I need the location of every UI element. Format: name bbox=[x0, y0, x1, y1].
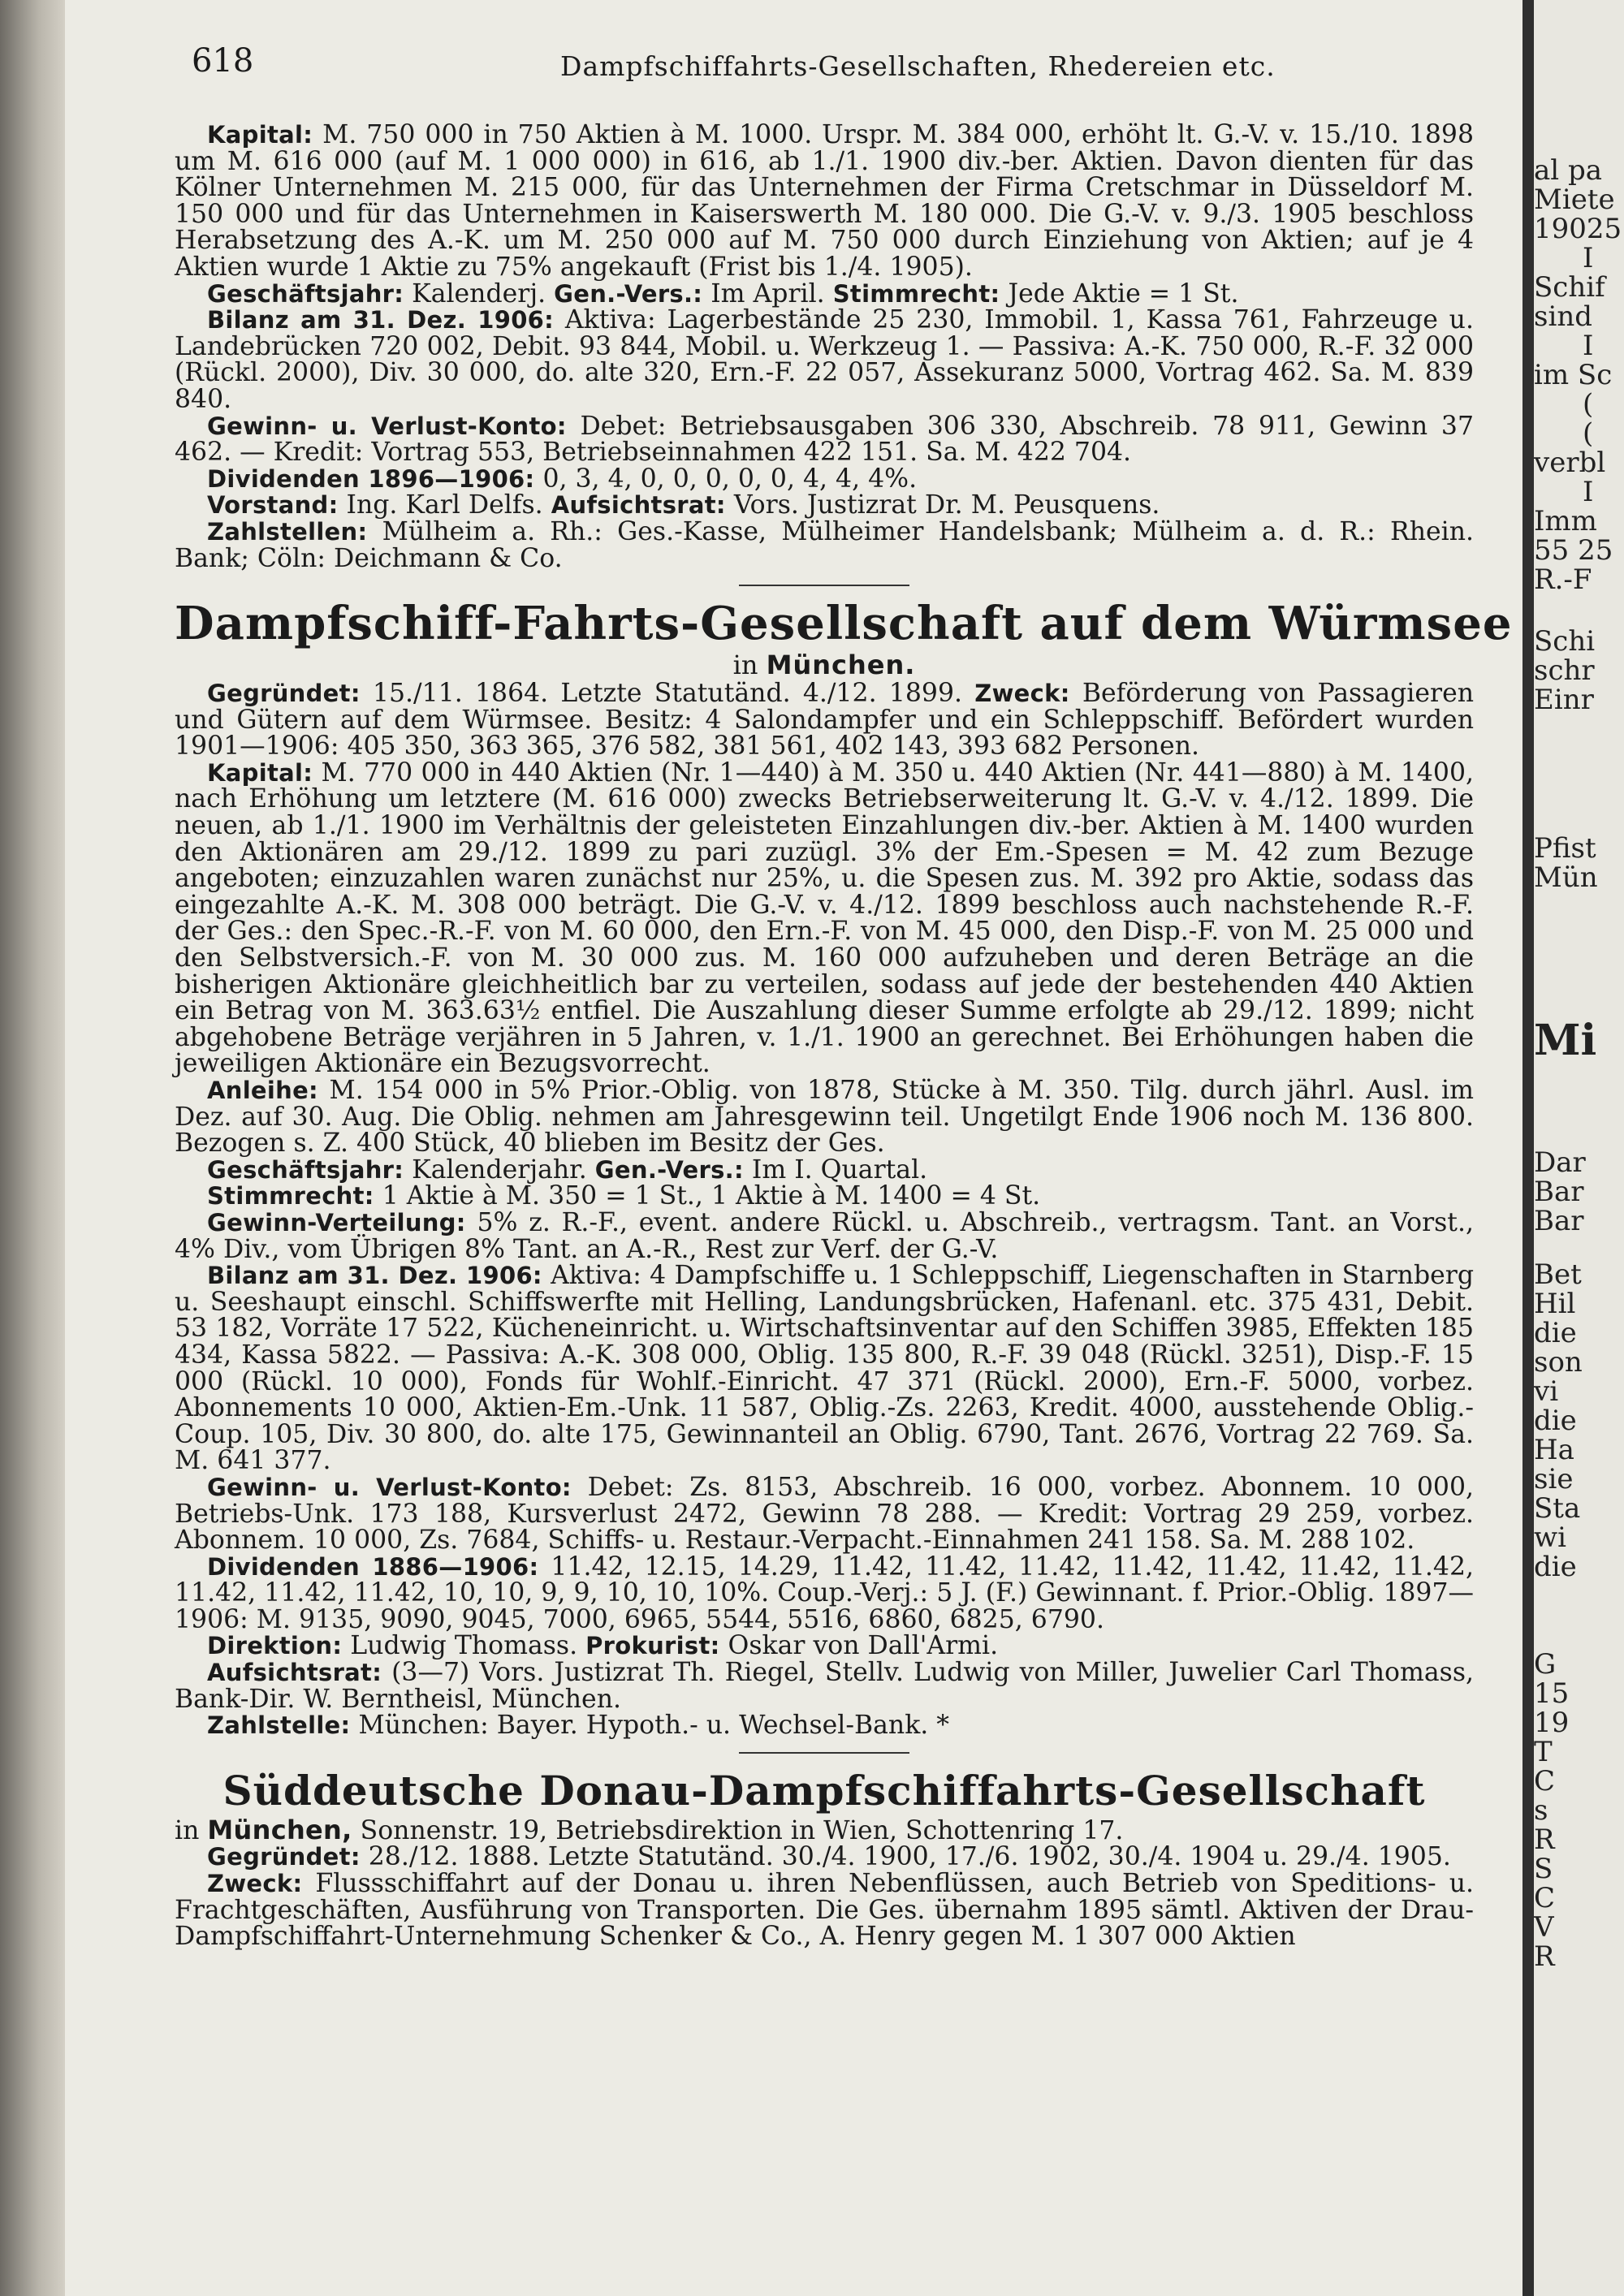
company-location bbox=[175, 650, 1474, 680]
field-text: 11.42, 12.15, 14.29, 11.42, 11.42, 11.42, 11.42, 11.42, 11.42, 11.42, 11.42, 11.42, 11.42, 10, 10, 9, 9, 10, 10, 10%. Coup.-Verj.: 5 J. (F.) Gewinnant. f. Prior.-Oblig. 1897—1906: M. 9135, 9090, 9045, 7000, 6965, 5544, 5516, 6860, 6825, 6790. bbox=[175, 1552, 1475, 1634]
company-title: Dampfschiff-Fahrts-Gesellschaft auf dem Würmsee bbox=[175, 597, 1513, 651]
kapital-paragraph bbox=[175, 757, 1474, 1079]
field-label: Gen.-Vers.: bbox=[594, 1155, 744, 1184]
right-fragment: Bet bbox=[1534, 1258, 1582, 1291]
right-fragment: R bbox=[1534, 1940, 1555, 1973]
field-text: (3—7) Vors. Justizrat Th. Riegel, Stellv. Ludwig von Miller, Juwelier Carl Thomass, Bank-Dir. W. Berntheisl, München. bbox=[175, 1658, 1474, 1714]
field-text: Aktiva: Lagerbestände 25 230, Immobil. 1, Kassa 761, Fahrzeuge u. Landebrücken 720 002, Debit. 93 844, Mobil. u. Werkzeug 1. — Passiva: A.-K. 750 000, R.-F. 32 000 (Rückl. 2000), Div. 30 000, do. alte 320, Ern.-F. 22 057, Assekuranz 5000, Vortrag 462. Sa. M. 839 840. bbox=[175, 305, 1474, 414]
right-fragment: I bbox=[1583, 476, 1594, 508]
field-text: Ludwig Thomass. bbox=[350, 1631, 578, 1661]
right-fragment: Bar bbox=[1534, 1176, 1584, 1208]
field-text: M. 154 000 in 5% Prior.-Oblig. von 1878, Stücke à M. 350. Tilg. durch jährl. Ausl. im Dez. auf 30. Aug. Die Oblig. nehmen am Jahresgewinn teil. Ungetilgt Ende 1906 noch M. 136 800. Bezogen s. Z. 400 Stück, 40 blieben im Besitz der Ges. bbox=[175, 1076, 1475, 1159]
right-fragment: Ha bbox=[1534, 1434, 1574, 1466]
location-city: München. bbox=[766, 650, 916, 681]
right-fragment: 19 bbox=[1534, 1707, 1570, 1739]
right-fragment: R.-F bbox=[1534, 563, 1592, 596]
field-label: Dividenden 1886—1906: bbox=[207, 1552, 539, 1581]
right-fragment: son bbox=[1534, 1346, 1583, 1379]
gegruendet-paragraph bbox=[175, 680, 1474, 760]
gewinnverteilung-paragraph bbox=[175, 1207, 1474, 1264]
field-label: Prokurist: bbox=[585, 1632, 720, 1660]
field-label: Vorstand: bbox=[207, 491, 339, 520]
gewinn-verlust-paragraph bbox=[175, 1474, 1474, 1554]
field-text: München: Bayer. Hypoth.- u. Wechsel-Bank. * bbox=[358, 1711, 950, 1741]
right-fragment: V bbox=[1534, 1911, 1554, 1944]
location-prefix: in bbox=[175, 1815, 200, 1845]
gegruendet-paragraph bbox=[175, 1844, 1474, 1871]
right-fragment: Mün bbox=[1534, 861, 1598, 894]
geschaeftsjahr-paragraph bbox=[175, 278, 1474, 309]
right-fragment-heading: Mi bbox=[1534, 1016, 1597, 1065]
field-text: Flussschiffahrt auf der Donau u. ihren Nebenflüssen, auch Betrieb von Speditions- u. Frachtgeschäften, Ausführung von Transporten. Die Ges. übernahm 1895 sämtl. Aktiven der Drau-Dampfschiffahrt-Unternehmung Schenker & Co., A. Henry gegen M. 1 307 000 Aktien bbox=[175, 1869, 1474, 1952]
field-text: Kalenderj. bbox=[412, 278, 546, 309]
field-text: Kalenderjahr. bbox=[412, 1154, 587, 1185]
field-text: M. 770 000 in 440 Aktien (Nr. 1—440) à M. 350 u. 440 Aktien (Nr. 441—880) à M. 1400, nach Erhöhung um letztere (M. 616 000) zwecks Betriebserweiterung lt. G.-V. v. 4./12. 1899. Die neuen, ab 1./1. 1900 im Verhältnis der geleisteten Einzahlungen div.-ber. Aktien à M. 1400 wurden den Aktionären am 29./12. 1899 zu pari zuzügl. 3% der Em.-Spesen = M. 42 zum Bezuge angeboten; einzuzahlen waren zunächst nur 25%, u. die Spesen zus. M. 392 pro Aktie, sodass das eingezahlte A.-K. M. 308 000 beträgt. Die G.-V. v. 4./12. 1899 beschloss auch nachstehende R.-F. der Ges.: den Spec.-R.-F. von M. 60 000, den Ern.-F. von M. 45 000, den Disp.-F. von M. 25 000 und den Selbstversich.-F. von M. 30 000 zus. M. 160 000 aufzuheben und deren Beträge an die bisherigen Aktionäre gleichheitlich bar zu verteilen, sodass auf jede der bestehenden 440 Aktien ein Betrag von M. 363.63½ entfiel. Die Auszahlung dieser Summe erfolgte ab 29./12. 1899; nicht abgehobene Beträge verjähren in 5 Jahren, v. 1./1. 1900 an gerechnet. Bei Erhöhungen haben die jeweiligen Aktionäre ein Bezugsvorrecht. bbox=[175, 757, 1474, 1079]
right-fragment: Einr bbox=[1534, 684, 1594, 716]
right-fragment: ( bbox=[1583, 388, 1594, 421]
field-text: Beförderung von Passagieren und Gütern auf dem Würmsee. Besitz: 4 Salondampfer und ein Schleppschiff. Befördert wurden 1901—1906: 405 350, 363 365, 376 582, 381 561, 402 143, 393 682 Personen. bbox=[175, 679, 1475, 762]
entry-separator bbox=[739, 585, 909, 586]
field-text: Jede Aktie = 1 St. bbox=[1008, 278, 1239, 309]
right-fragment: Sta bbox=[1534, 1492, 1581, 1525]
field-text: M. 750 000 in 750 Aktien à M. 1000. Urspr. M. 384 000, erhöht lt. G.-V. v. 15./10. 1898 um M. 616 000 (auf M. 1 000 000) in 616, ab 1./1. 1900 div.-ber. Aktien. Davon dienten für das Kölner Unternehmen M. 215 000, für das Unternehmen der Firma Cretschmar in Düsseldorf M. 150 000 und für das Unternehmen in Kaiserswerth M. 180 000. Die G.-V. v. 9./3. 1905 beschloss Herabsetzung des A.-K. um M. 250 000 auf M. 750 000 durch Einziehung von Aktien; auf je 4 Aktien wurde 1 Aktie zu 75% angekauft (Frist bis 1./4. 1905). bbox=[175, 120, 1474, 282]
anleihe-paragraph bbox=[175, 1077, 1474, 1157]
vorstand-paragraph bbox=[175, 492, 1474, 519]
right-fragment: die bbox=[1534, 1317, 1577, 1349]
field-text: Debet: Betriebsausgaben 306 330, Abschreib. 78 911, Gewinn 37 462. — Kredit: Vortrag 553, Betriebseinnahmen 422 151. Sa. M. 422 704. bbox=[175, 411, 1475, 468]
field-label: Kapital: bbox=[207, 121, 313, 149]
dividenden-paragraph bbox=[175, 1554, 1474, 1634]
bilanz-paragraph bbox=[175, 307, 1474, 412]
right-fragment: verbl bbox=[1534, 447, 1606, 479]
field-label: Anleihe: bbox=[207, 1077, 318, 1104]
field-label: Zweck: bbox=[207, 1870, 303, 1898]
right-fragment: Imm bbox=[1534, 505, 1597, 537]
field-text: Ing. Karl Delfs. bbox=[346, 490, 543, 520]
field-label: Gewinn- u. Verlust-Konto: bbox=[207, 1473, 572, 1501]
right-fragment: Schi bbox=[1534, 625, 1596, 658]
direktion-paragraph bbox=[175, 1633, 1474, 1659]
company-location bbox=[175, 1814, 1474, 1845]
right-fragment: Miete bbox=[1534, 183, 1615, 216]
field-text: 28./12. 1888. Letzte Statutänd. 30./4. 1900, 17./6. 1902, 30./4. 1904 u. 29./4. 1905. bbox=[368, 1842, 1451, 1872]
field-label: Dividenden 1896—1906: bbox=[207, 464, 535, 493]
geschaeftsjahr-paragraph bbox=[175, 1154, 1474, 1185]
field-label: Gen.-Vers.: bbox=[554, 279, 703, 308]
book-gutter-shadow bbox=[0, 0, 65, 2296]
location-prefix: in bbox=[732, 650, 758, 681]
field-text: 1 Aktie à M. 350 = 1 St., 1 Aktie à M. 1400 = 4 St. bbox=[382, 1181, 1041, 1211]
field-text: Oskar von Dall'Armi. bbox=[728, 1631, 999, 1661]
right-fragment: vi bbox=[1534, 1375, 1559, 1408]
field-text: 0, 3, 4, 0, 0, 0, 0, 0, 4, 4, 4%. bbox=[542, 464, 918, 494]
right-fragment: die bbox=[1534, 1405, 1577, 1437]
bilanz-paragraph bbox=[175, 1262, 1474, 1474]
field-label: Bilanz am 31. Dez. 1906: bbox=[207, 306, 555, 334]
right-fragment: R bbox=[1534, 1823, 1555, 1856]
page-number: 618 bbox=[192, 42, 254, 80]
zahlstelle-paragraph bbox=[175, 1712, 1474, 1739]
field-text: Debet: Zs. 8153, Abschreib. 16 000, vorbez. Abonnem. 10 000, Betriebs-Unk. 173 188, Kursverlust 2472, Gewinn 78 288. — Kredit: Vortrag 29 259, vorbez. Abonnem. 10 000, Zs. 7684, Schiffs- u. Restaur.-Verpacht.-Einnahmen 241 158. Sa. M. 288 102. bbox=[175, 1472, 1474, 1556]
field-label: Geschäftsjahr: bbox=[207, 279, 404, 308]
field-label: Geschäftsjahr: bbox=[207, 1155, 404, 1184]
running-header bbox=[122, 42, 1502, 91]
right-fragment: wi bbox=[1534, 1521, 1566, 1554]
main-column bbox=[175, 120, 1513, 1952]
field-label: Stimmrecht: bbox=[207, 1182, 374, 1211]
stimmrecht-paragraph bbox=[175, 1183, 1474, 1210]
entry-separator bbox=[739, 1752, 909, 1754]
right-fragment: Hil bbox=[1534, 1288, 1576, 1320]
right-fragment: I bbox=[1583, 242, 1594, 274]
field-label: Direktion: bbox=[207, 1632, 343, 1660]
company-entry-muelheim bbox=[175, 122, 1474, 572]
right-fragment: 19025 bbox=[1534, 213, 1622, 245]
right-fragment: al pa bbox=[1534, 154, 1602, 187]
field-text: 5% z. R.-F., event. andere Rückl. u. Abschreib., vertragsm. Tant. an Vorst., 4% Div., vom Übrigen 8% Tant. an A.-R., Rest zur Verf. der G.-V. bbox=[175, 1207, 1474, 1264]
zweck-paragraph bbox=[175, 1871, 1474, 1950]
right-fragment: 55 25 bbox=[1534, 534, 1613, 567]
right-fragment: Schif bbox=[1534, 271, 1605, 304]
field-text: Vors. Justizrat Dr. M. Peusquens. bbox=[733, 490, 1160, 520]
field-text: Aktiva: 4 Dampfschiffe u. 1 Schleppschiff, Liegenschaften in Starnberg u. Seeshaupt einschl. Schiffswerfte mit Helling, Landungsbrücken, Hafenanl. etc. 375 431, Debit. 53 182, Vorräte 17 522, Kücheneinricht. u. Wirtschaftsinventar auf den Schiffen 3985, Effekten 185 434, Kassa 5822. — Passiva: A.-K. 308 000, Oblig. 135 800, R.-F. 39 048 (Rückl. 3251), Disp.-F. 15 000 (Rückl. 10 000), Fonds für Wohlf.-Einricht. 47 371 (Rückl. 2000), Ern.-F. 5000, vorbez. Abonnements 10 000, Aktien-Em.-Unk. 11 587, Oblig.-Zs. 2263, Kredit. 4000, ausstehende Oblig.-Coup. 105, Div. 30 800, do. alte 175, Gewinnanteil an Oblig. 6790, Tant. 2676, Vortrag 22 769. Sa. M. 641 377. bbox=[175, 1261, 1474, 1476]
right-fragment: s bbox=[1534, 1794, 1548, 1827]
company-entry-sueddeutsche-donau bbox=[175, 1765, 1474, 1950]
company-title: Süddeutsche Donau-Dampfschiffahrts-Gesellschaft bbox=[222, 1766, 1426, 1815]
field-text: Im April. bbox=[710, 278, 825, 309]
facing-page-fragment bbox=[1534, 0, 1624, 2296]
right-fragment: S bbox=[1534, 1853, 1553, 1885]
right-fragment: schr bbox=[1534, 654, 1595, 687]
field-text: 15./11. 1864. Letzte Statutänd. 4./12. 1899. bbox=[372, 679, 963, 709]
right-fragment: Dar bbox=[1534, 1146, 1586, 1179]
field-label: Gegründet: bbox=[207, 680, 361, 708]
dividenden-paragraph bbox=[175, 466, 1474, 493]
field-label: Zahlstellen: bbox=[207, 517, 368, 546]
field-label: Aufsichtsrat: bbox=[551, 491, 726, 520]
field-label: Zweck: bbox=[974, 680, 1070, 708]
aufsichtsrat-paragraph bbox=[175, 1659, 1474, 1712]
field-text: Mülheim a. Rh.: Ges.-Kasse, Mülheimer Handelsbank; Mülheim a. d. R.: Rhein. Bank; Cöln: Deichmann & Co. bbox=[175, 516, 1475, 573]
right-fragment: C bbox=[1534, 1765, 1556, 1798]
right-fragment: I bbox=[1583, 330, 1594, 362]
right-fragment: Bar bbox=[1534, 1205, 1584, 1237]
kapital-paragraph bbox=[175, 122, 1474, 281]
field-label: Gewinn- u. Verlust-Konto: bbox=[207, 412, 567, 440]
page-title: Dampfschiffahrts-Gesellschaften, Rhedereien etc. bbox=[560, 50, 1276, 82]
right-fragment: G bbox=[1534, 1648, 1557, 1681]
right-fragment: sind bbox=[1534, 300, 1592, 333]
company-entry-wuermsee bbox=[175, 597, 1513, 1741]
right-fragment: sie bbox=[1534, 1463, 1574, 1495]
right-fragment: im Sc bbox=[1534, 359, 1613, 391]
right-fragment: T bbox=[1534, 1736, 1553, 1768]
right-fragment: 15 bbox=[1534, 1677, 1570, 1710]
right-fragment: Pfist bbox=[1534, 832, 1596, 865]
field-label: Bilanz am 31. Dez. 1906: bbox=[207, 1262, 542, 1290]
zahlstellen-paragraph bbox=[175, 516, 1475, 573]
field-label: Stimmrecht: bbox=[832, 279, 1000, 308]
page-edge-shadow bbox=[1522, 0, 1534, 2296]
gewinn-verlust-paragraph bbox=[175, 413, 1474, 466]
field-label: Kapital: bbox=[207, 758, 313, 787]
right-fragment: die bbox=[1534, 1551, 1577, 1583]
field-label: Aufsichtsrat: bbox=[207, 1659, 382, 1687]
location-city: München, bbox=[207, 1814, 352, 1845]
right-fragment: C bbox=[1534, 1882, 1556, 1914]
field-label: Zahlstelle: bbox=[207, 1711, 351, 1740]
field-label: Gewinn-Verteilung: bbox=[207, 1208, 466, 1236]
location-rest: Sonnenstr. 19, Betriebsdirektion in Wien, Schottenring 17. bbox=[360, 1815, 1124, 1845]
right-fragment: ( bbox=[1583, 417, 1594, 450]
field-label: Gegründet: bbox=[207, 1843, 361, 1871]
field-text: Im I. Quartal. bbox=[751, 1154, 928, 1185]
